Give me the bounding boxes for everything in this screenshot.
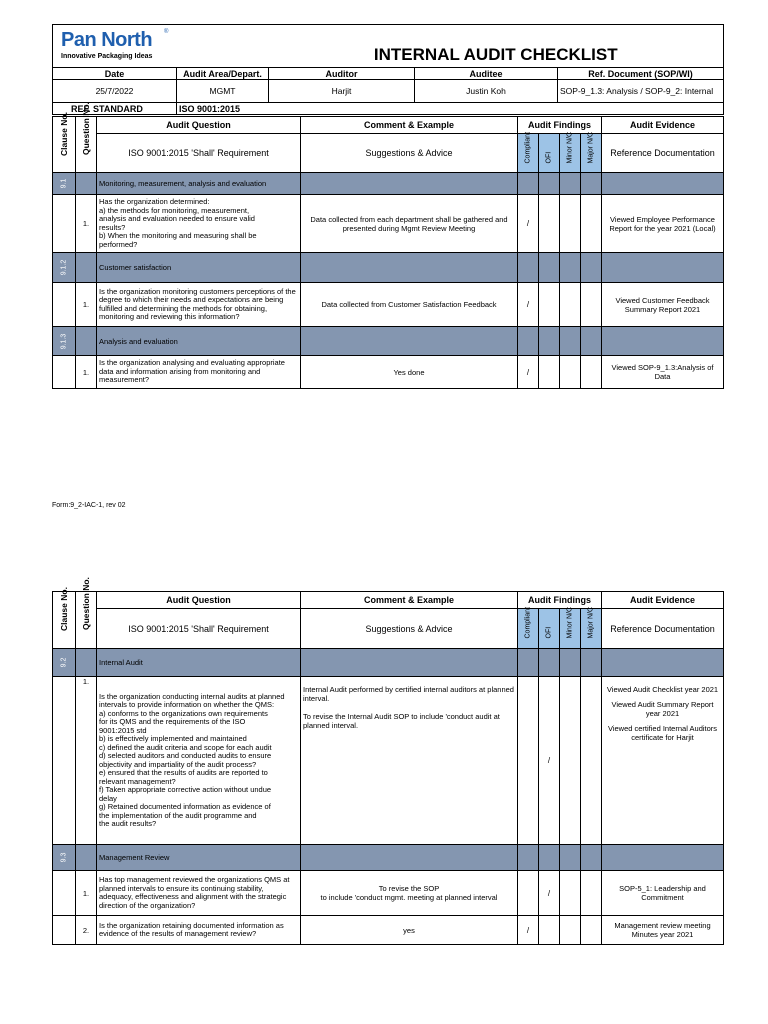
ref-standard-label: REF. STANDARD (53, 103, 177, 115)
comment-text: to include 'conduct mgmt. meeting at planned interval (320, 893, 498, 902)
question-row (53, 677, 724, 845)
question-row (53, 356, 724, 389)
clause-no-header: Clause No. (53, 117, 76, 173)
suggestions-header: Suggestions & Advice (301, 609, 518, 649)
ofi-mark: / (539, 871, 560, 916)
section-row (53, 649, 724, 677)
evidence-text: Management review meeting Minutes year 2021 (602, 916, 724, 945)
clause-number: 9.2 (53, 649, 76, 677)
section-title: Analysis and evaluation (97, 327, 301, 356)
compliant-header: Compliant (518, 609, 539, 649)
ref-standard-value: ISO 9001:2015 (177, 103, 724, 115)
clause-number: 9.3 (53, 845, 76, 871)
evidence-text: Viewed Audit Summary Report year 2021 (611, 700, 714, 718)
comment-text: Yes done (301, 356, 518, 389)
logo-cell (53, 25, 269, 68)
ofi-header: OFI (539, 134, 560, 173)
checklist-table-page2 (52, 577, 724, 945)
question-row (53, 195, 724, 253)
question-number: 1. (76, 356, 97, 389)
audit-evidence-header: Audit Evidence (602, 117, 724, 134)
comment-text: yes (301, 916, 518, 945)
page-title: INTERNAL AUDIT CHECKLIST (269, 25, 724, 68)
compliant-mark: / (518, 283, 539, 327)
section-title: Management Review (97, 845, 301, 871)
form-reference: Form:9_2-IAC-1, rev 02 (52, 502, 126, 509)
section-title: Customer satisfaction (97, 253, 301, 283)
comment-cell (301, 871, 518, 916)
auditee-header: Auditee (415, 68, 558, 80)
section-row (53, 173, 724, 195)
question-text: Is the organization conducting internal audits at planned intervals to provide information on whether the QMS: a) conforms to the organizations own requirements for its QMS and the requirements of the ISO 9001:2015 std b) is effectively implemented and maintained c) defined the audit criteria and scope for each audit d) selected auditors and conducted audits to ensure objectivity and impartiality of the audit process? e) ensured that the results of audits are reported to relevant management? f) Taken appropriate corrective action without undue delay g) Retained documented information as evidence of the implementation of the audit programme and the audit results? (97, 677, 301, 845)
question-number: 1. (76, 195, 97, 253)
question-number: 1. (76, 283, 97, 327)
section-title: Monitoring, measurement, analysis and evaluation (97, 173, 301, 195)
reference-doc-header: Reference Documentation (602, 609, 724, 649)
ref-doc-value: SOP-9_1.3: Analysis / SOP-9_2: Internal (558, 80, 724, 103)
question-number: 1. (76, 871, 97, 916)
minor-nc-header: Minor N/C (560, 134, 581, 173)
ofi-mark: / (539, 677, 560, 845)
question-no-header: Question No. (76, 117, 97, 173)
clause-number: 9.1.3 (53, 327, 76, 356)
logo-registered-mark: ® (164, 29, 169, 35)
evidence-text: SOP-5_1: Leadership and Commitment (602, 871, 724, 916)
auditee-value: Justin Koh (415, 80, 558, 103)
question-text: Is the organization retaining documented information as evidence of the results of management review? (97, 916, 301, 945)
area-value: MGMT (177, 80, 269, 103)
minor-nc-header: Minor N/C (560, 609, 581, 649)
major-nc-header: Major N/C (581, 609, 602, 649)
suggestions-header: Suggestions & Advice (301, 134, 518, 173)
comment-cell (301, 677, 518, 845)
comment-text: To revise the SOP (378, 884, 440, 893)
section-row (53, 253, 724, 283)
comment-header: Comment & Example (301, 592, 518, 609)
audit-evidence-header: Audit Evidence (602, 592, 724, 609)
shall-requirement-header: ISO 9001:2015 'Shall' Requirement (97, 609, 301, 649)
evidence-text: Viewed certified Internal Auditors certificate for Harjit (607, 724, 718, 742)
section-row (53, 327, 724, 356)
shall-requirement-header: ISO 9001:2015 'Shall' Requirement (97, 134, 301, 173)
evidence-text: Viewed Audit Checklist year 2021 (606, 685, 719, 694)
section-title: Internal Audit (97, 649, 301, 677)
question-text: Is the organization monitoring customers perceptions of the degree to which their needs and expectations are being fulfilled and determining the methods for obtaining, monitoring and reviewing this information? (97, 283, 301, 327)
date-header: Date (53, 68, 177, 80)
section-row (53, 845, 724, 871)
evidence-text: Viewed Customer Feedback Summary Report 2021 (602, 283, 724, 327)
auditor-header: Auditor (269, 68, 415, 80)
comment-text: To revise the Internal Audit SOP to include 'conduct audit at planned interval. (303, 712, 500, 730)
area-header: Audit Area/Depart. (177, 68, 269, 80)
question-number: 1. (76, 677, 97, 845)
question-text: Has the organization determined: a) the methods for monitoring, measurement, analysis and evaluation needed to ensure valid results? b) When the monitoring and measuring shall be performed? (97, 195, 301, 253)
date-value: 25/7/2022 (53, 80, 177, 103)
clause-number: 9.1 (53, 173, 76, 195)
audit-question-header: Audit Question (97, 592, 301, 609)
evidence-text: Viewed Employee Performance Report for the year 2021 (Local) (602, 195, 724, 253)
major-nc-header: Major N/C (581, 134, 602, 173)
question-row (53, 283, 724, 327)
evidence-cell (602, 677, 724, 845)
audit-findings-header: Audit Findings (518, 592, 602, 609)
clause-no-header: Clause No. (53, 592, 76, 649)
logo-name: Pan North (61, 29, 153, 51)
reference-doc-header: Reference Documentation (602, 134, 724, 173)
question-text: Has top management reviewed the organizations QMS at planned intervals to ensure its continuing stability, adequacy, effectiveness and alignment with the strategic direction of the organization? (97, 871, 301, 916)
question-row (53, 916, 724, 945)
header-table (52, 24, 724, 115)
auditor-value: Harjit (269, 80, 415, 103)
audit-findings-header: Audit Findings (518, 117, 602, 134)
compliant-mark: / (518, 916, 539, 945)
question-row (53, 871, 724, 916)
question-text: Is the organization analysing and evaluating appropriate data and information arising from monitoring and measurement? (97, 356, 301, 389)
compliant-mark: / (518, 195, 539, 253)
audit-question-header: Audit Question (97, 117, 301, 134)
evidence-text: Viewed SOP-9_1.3:Analysis of Data (602, 356, 724, 389)
comment-text: Data collected from Customer Satisfaction Feedback (301, 283, 518, 327)
compliant-mark: / (518, 356, 539, 389)
comment-text: Data collected from each department shall be gathered and presented during Mgmt Review Meeting (301, 195, 518, 253)
company-logo (53, 25, 269, 67)
logo-tagline: Innovative Packaging Ideas (61, 53, 153, 60)
comment-text: Internal Audit performed by certified internal auditors at planned interval. (303, 685, 514, 703)
question-number: 2. (76, 916, 97, 945)
ofi-header: OFI (539, 609, 560, 649)
clause-number: 9.1.2 (53, 253, 76, 283)
comment-header: Comment & Example (301, 117, 518, 134)
ref-doc-header: Ref. Document (SOP/WI) (558, 68, 724, 80)
compliant-header: Compliant (518, 134, 539, 173)
question-no-header: Question No. (76, 592, 97, 649)
